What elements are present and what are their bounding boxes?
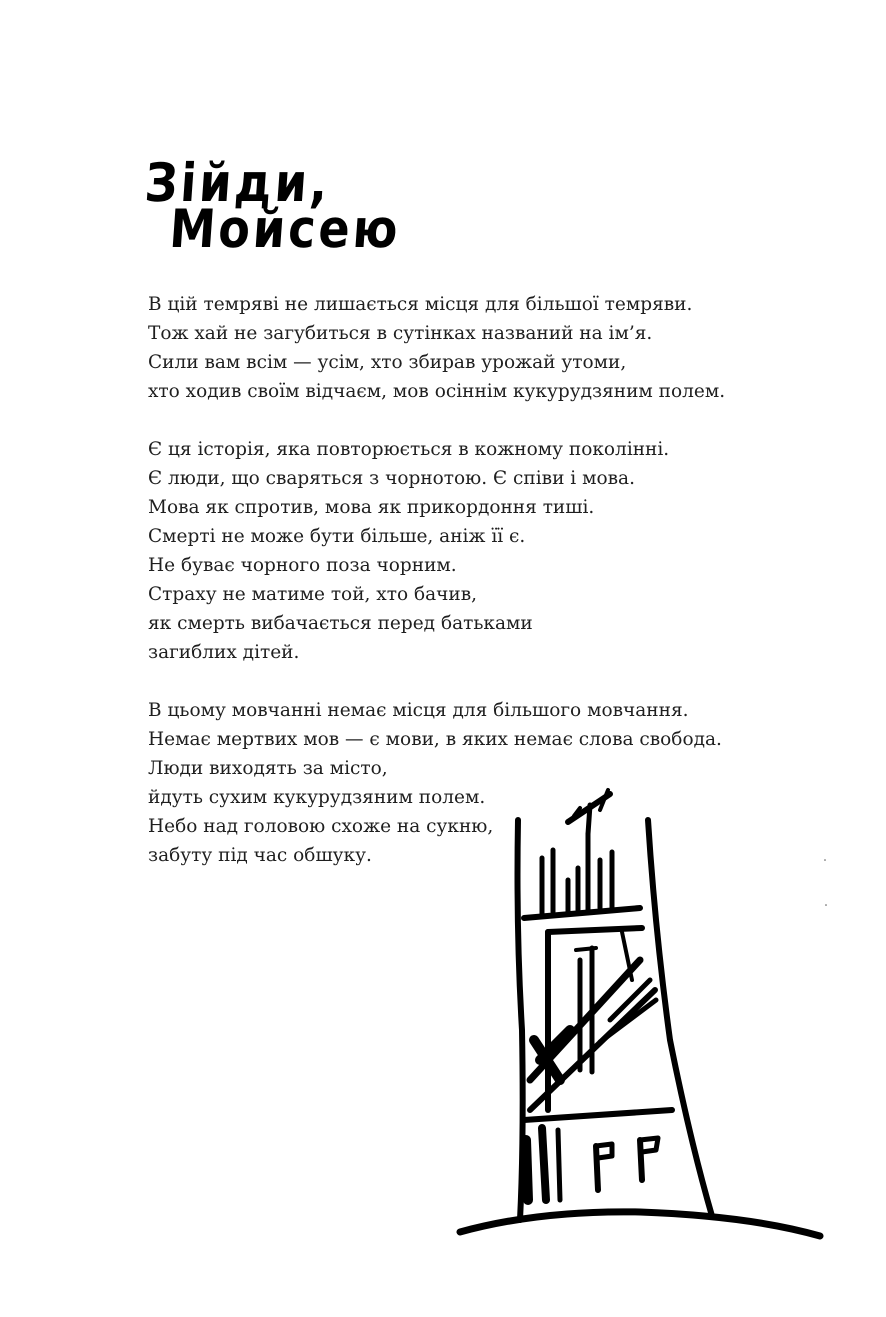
poem-title (142, 140, 548, 260)
poem-line: Сили вам всім — усім, хто збирав урожай утоми, (148, 352, 627, 373)
stanza-2 (148, 435, 748, 667)
poem-line: Є люди, що сваряться з чорнотою. Є співи і мова. (148, 468, 635, 489)
poem-line: Люди виходять за місто, (148, 758, 388, 779)
poem-line: В цій темряві не лишається місця для більшої темряви. (148, 294, 693, 315)
title-word-1: Зійди, (142, 151, 333, 214)
poem-line: хто ходив своїм відчаєм, мов осіннім кукурудзяним полем. (148, 381, 726, 402)
poem-line: Не буває чорного поза чорним. (148, 555, 457, 576)
poem-line: йдуть сухим кукурудзяним полем. (148, 787, 486, 808)
poem-line: забуту під час обшуку. (148, 845, 372, 866)
tower-sketch-illustration (450, 780, 830, 1250)
poem-line: загиблих дітей. (148, 642, 300, 663)
poem-line: Мова як спротив, мова як прикордоння тиші. (148, 497, 595, 518)
poem-line: як смерть вибачається перед батьками (148, 613, 533, 634)
poem-line: Є ця історія, яка повторюється в кожному поколінні. (148, 439, 670, 460)
poem-line: Тож хай не загубиться в сутінках названий на ім’я. (148, 323, 653, 344)
poem-line: В цьому мовчанні немає місця для більшого мовчання. (148, 700, 689, 721)
poem-line: Небо над головою схоже на сукню, (148, 816, 494, 837)
poem-line: Немає мертвих мов — є мови, в яких немає слова свобода. (148, 729, 722, 750)
title-word-2: Мойсею (167, 197, 403, 260)
poem-line: Страху не матиме той, хто бачив, (148, 584, 477, 605)
stanza-1 (148, 290, 748, 406)
poem-line: Смерті не може бути більше, аніж її є. (148, 526, 526, 547)
